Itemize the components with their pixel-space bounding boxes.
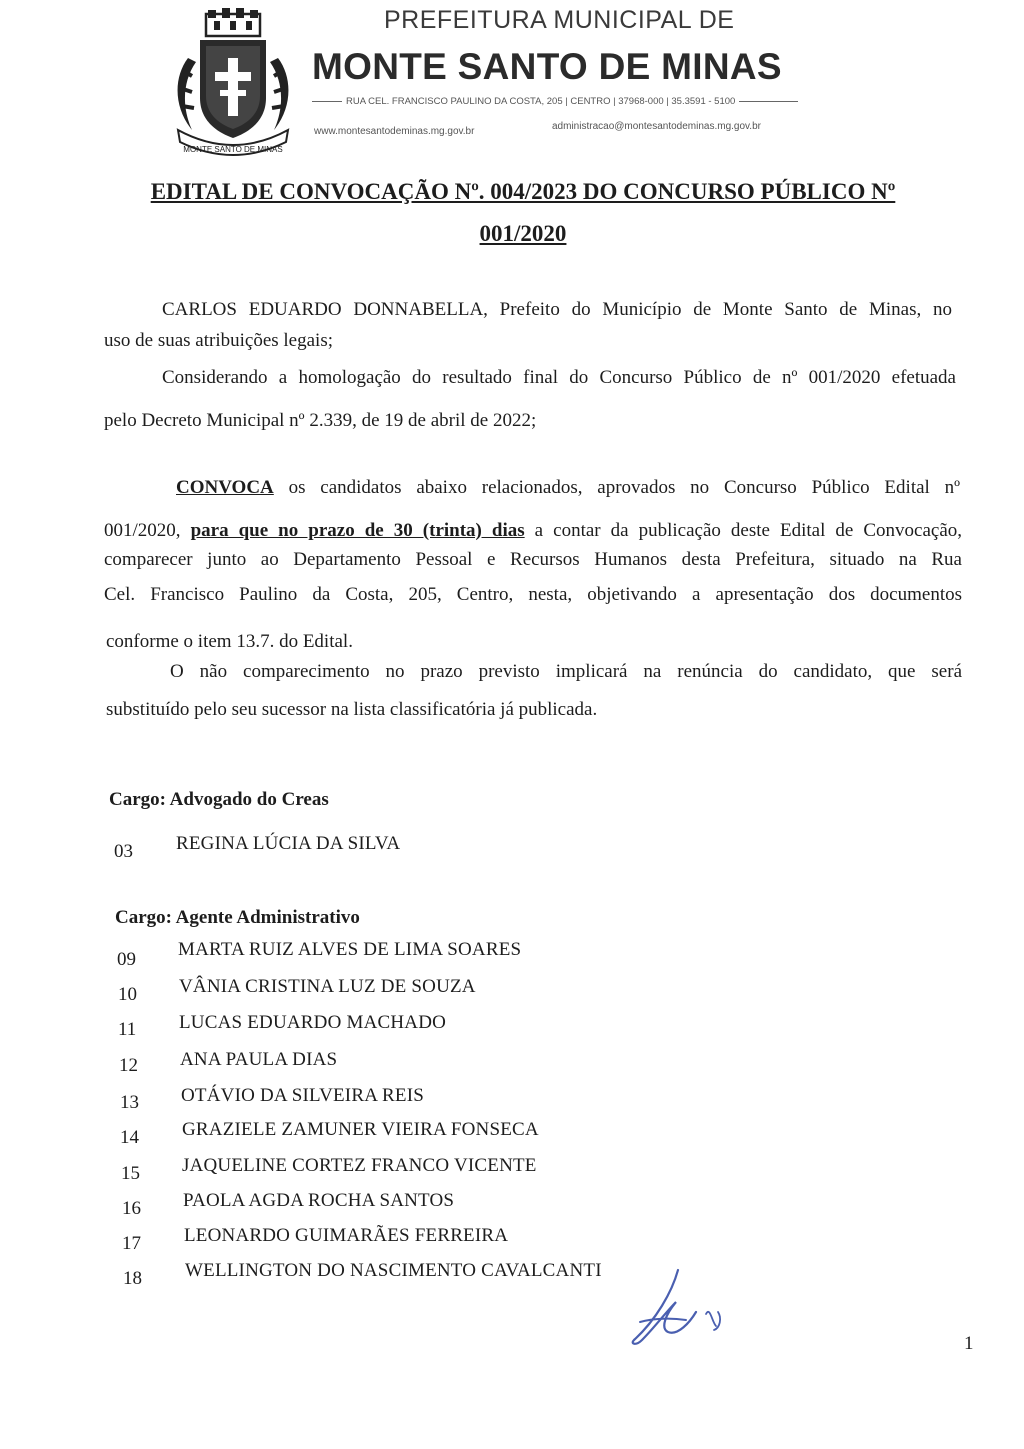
- document-title-line1: EDITAL DE CONVOCAÇÃO Nº. 004/2023 DO CONCURSO PÚBLICO Nº: [150, 179, 896, 204]
- notice-line2: substituído pelo seu sucessor na lista classificatória já publicada.: [106, 699, 598, 720]
- convoca-line2-rest: a contar da publicação deste Edital de Convocação,: [524, 520, 962, 541]
- convoca-line2-start: 001/2020,: [104, 520, 191, 541]
- convoca-prazo: para que no prazo de 30 (trinta) dias: [190, 520, 525, 541]
- header-email: administracao@montesantodeminas.mg.gov.br: [552, 121, 761, 132]
- convoca-line2: [104, 521, 962, 540]
- intro-p2-line2: pelo Decreto Municipal nº 2.339, de 19 de abril de 2022;: [104, 410, 537, 431]
- cargo-heading-agente: Cargo: Agente Administrativo: [115, 907, 360, 928]
- candidate-number: 11: [118, 1019, 137, 1040]
- candidate-name: VÂNIA CRISTINA LUZ DE SOUZA: [179, 976, 476, 997]
- candidate-name: PAOLA AGDA ROCHA SANTOS: [183, 1190, 455, 1211]
- cargo-heading-advogado: Cargo: Advogado do Creas: [109, 789, 329, 810]
- candidate-number: 12: [119, 1055, 138, 1076]
- intro-p1-line2: uso de suas atribuições legais;: [104, 330, 334, 351]
- intro-p2-line1: Considerando a homologação do resultado final do Concurso Público de nº 001/2020 efetuada: [162, 367, 956, 388]
- candidate-name: REGINA LÚCIA DA SILVA: [176, 833, 401, 854]
- crest-ribbon-text: MONTE SANTO DE MINAS: [183, 145, 283, 154]
- candidate-number: 13: [120, 1092, 139, 1113]
- notice-line1: O não comparecimento no prazo previsto implicará na renúncia do candidato, que será: [170, 661, 962, 682]
- intro-p1-line1: CARLOS EDUARDO DONNABELLA, Prefeito do Município de Monte Santo de Minas, no: [162, 299, 952, 320]
- header-endereco: RUA CEL. FRANCISCO PAULINO DA COSTA, 205 | CENTRO | 37968-000 | 35.3591 - 5100: [342, 96, 739, 107]
- candidate-number: 16: [122, 1198, 141, 1219]
- candidate-number: 03: [114, 841, 133, 862]
- candidate-name: OTÁVIO DA SILVEIRA REIS: [181, 1085, 424, 1106]
- candidate-name: MARTA RUIZ ALVES DE LIMA SOARES: [178, 939, 522, 960]
- candidate-name: GRAZIELE ZAMUNER VIEIRA FONSECA: [182, 1119, 539, 1140]
- convoca-keyword: CONVOCA: [176, 477, 274, 498]
- candidate-name: JAQUELINE CORTEZ FRANCO VICENTE: [182, 1155, 537, 1176]
- document-title-line2: 001/2020: [479, 221, 567, 246]
- header-site: www.montesantodeminas.mg.gov.br: [314, 126, 475, 137]
- candidate-name: LUCAS EDUARDO MACHADO: [179, 1012, 447, 1033]
- signature-initials-icon: [620, 1262, 730, 1352]
- convoca-line5: conforme o item 13.7. do Edital.: [106, 631, 353, 652]
- convoca-line1: [176, 478, 960, 497]
- candidate-name: LEONARDO GUIMARÃES FERREIRA: [184, 1225, 509, 1246]
- municipal-crest-icon: [168, 8, 298, 158]
- candidate-name: WELLINGTON DO NASCIMENTO CAVALCANTI: [185, 1260, 602, 1281]
- page-number: 1: [964, 1333, 974, 1354]
- convoca-line1-text: os candidatos abaixo relacionados, aprovados no Concurso Público Edital nº: [273, 477, 960, 498]
- candidate-number: 10: [118, 984, 137, 1005]
- candidate-name: ANA PAULA DIAS: [180, 1049, 338, 1070]
- convoca-line4: Cel. Francisco Paulino da Costa, 205, Centro, nesta, objetivando a apresentação dos documentos: [104, 584, 962, 605]
- candidate-number: 17: [122, 1233, 141, 1254]
- candidate-number: 09: [117, 949, 136, 970]
- candidate-number: 14: [120, 1127, 139, 1148]
- candidate-number: 18: [123, 1268, 142, 1289]
- header-municipio: MONTE SANTO DE MINAS: [312, 46, 782, 87]
- convoca-line3: comparecer junto ao Departamento Pessoal e Recursos Humanos desta Prefeitura, situado na Rua: [104, 549, 962, 570]
- candidate-number: 15: [121, 1163, 140, 1184]
- header-prefeitura: PREFEITURA MUNICIPAL DE: [384, 6, 735, 34]
